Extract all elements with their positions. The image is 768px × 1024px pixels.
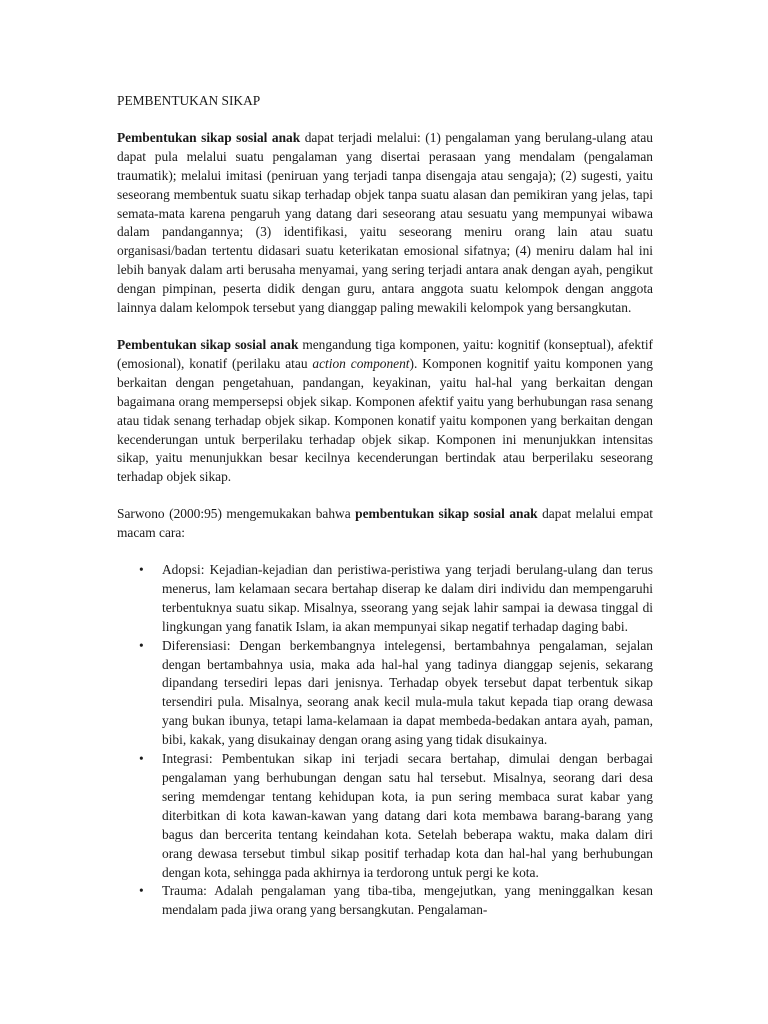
bullet-icon: • (139, 883, 144, 899)
formation-ways-list (117, 561, 653, 920)
list-item-trauma (117, 882, 653, 920)
list-item-integrasi (117, 750, 653, 882)
list-item-text: Trauma: Adalah pengalaman yang tiba-tiba, mengejutkan, yang meninggalkan kesan mendalam pada jiwa orang yang bersangkutan. Pengalaman- (162, 883, 653, 918)
list-item-text: Adopsi: Kejadian-kejadian dan peristiwa-peristiwa yang terjadi berulang-ulang dan terus menerus, lam kelamaan secara bertahap diserap ke dalam diri individu dan mempengaruhi terbentuknya suatu sikap. Misalnya, sseorang yang sejak lahir sampai ia dewasa tinggal di lingkungan yang fanatik Islam, ia akan mempunyai sikap negatif terhadap daging babi. (162, 562, 653, 634)
document-title: PEMBENTUKAN SIKAP (117, 93, 261, 108)
bullet-icon: • (139, 751, 144, 767)
paragraph-lead-bold: Pembentukan sikap sosial anak (117, 336, 299, 352)
document-page (117, 92, 653, 920)
paragraph-body: ). Komponen kognitif yaitu komponen yang berkaitan dengan pengetahuan, pandangan, keyakinan, yaitu hal-hal yang berkaitan dengan bagaimana orang mempersepsi objek sikap. Komponen afektif yaitu yang berhubungan rasa senang atau tidak senang terhadap objek sikap. Komponen konatif yaitu komponen yang berkaitan dengan kecenderungan untuk berperilaku terhadap objek sikap. Komponen ini menunjukkan intensitas sikap, yaitu menunjukkan besar kecilnya kecenderungan bertindak atau berperilaku seseorang terhadap objek sikap. (117, 355, 653, 485)
list-item-diferensiasi (117, 637, 653, 750)
paragraph-lead-bold: Pembentukan sikap sosial anak (117, 129, 301, 145)
bullet-icon: • (139, 637, 144, 653)
paragraph-components (117, 336, 653, 487)
paragraph-body: mengandung tiga komponen, yaitu: kognitif (konseptual), afektif (emosional), konatif (perilaku atau (117, 336, 654, 371)
list-item-text: Integrasi: Pembentukan sikap ini terjadi secara bertahap, dimulai dengan berbagai pengalaman yang berhubungan dengan satu hal tersebut. Misalnya, seorang dari desa sering memdengar tentang kehidupan kota, ia pun sering membaca surat kabar yang diterbitkan di kota kawan-kawan yang datang dari kota membawa barang-barang yang bagus dan bercerita tentang keindahan kota. Setelah beberapa waktu, maka dalam diri orang dewasa tersebut timbul sikap positif terhadap kota dan hal-hal yang berhubungan dengan kota, sehingga pada akhirnya ia terdorong untuk pergi ke kota. (162, 751, 653, 880)
bullet-icon: • (139, 562, 144, 578)
paragraph-body: dapat terjadi melalui: (1) pengalaman yang berulang-ulang atau dapat pula melalui suatu pengalaman yang disertai perasaan yang mendalam (pengalaman traumatik); melalui imitasi (peniruan yang terjadi tanpa disengaja atau sengaja); (2) sugesti, yaitu seseorang membentuk suatu sikap terhadap objek tanpa suatu alasan dan pemikiran yang jelas, tapi semata-mata karena pengaruh yang datang dari seseorang atau sesuatu yang mempunyai wibawa dalam pandangannya; (3) identifikasi, yaitu seseorang meniru orang lain atau suatu organisasi/badan tertentu didasari suatu keterikatan emosional sifatnya; (4) meniru dalam hal ini lebih banyak dalam arti berusaha menyamai, yang sering terjadi antara anak dengan ayah, pengikut dengan pimpinan, peserta didik dengan guru, antara anggota suatu kelompok dengan anggota lainnya dalam kelompok tersebut yang dianggap paling mewakili kelompok yang bersangkutan. (117, 129, 653, 316)
list-item-text: Diferensiasi: Dengan berkembangnya intelegensi, bertambahnya pengalaman, sejalan dengan bertambahnya usia, maka ada hal-hal yang tadinya dianggap sejenis, sekarang dipandang tersediri lepas dari jenisnya. Terhadap obyek tersebut dapat terbentuk sikap tersendiri pula. Misalnya, seorang anak kecil mula-mula takut kepada tiap orang dewasa yang bukan ibunya, tetapi lama-kelamaan ia dapat membeda-bedakan antara ayah, paman, bibi, kakak, yang disukainay dengan orang asing yang tidak disukainya. (162, 637, 653, 748)
list-item-adopsi (117, 561, 653, 637)
paragraph-body: Sarwono (2000:95) mengemukakan bahwa (117, 506, 356, 522)
paragraph-body: dapat melalui empat macam cara: (117, 506, 653, 541)
paragraph-bold-phrase: pembentukan sikap sosial anak (355, 506, 538, 522)
paragraph-formation-ways (117, 129, 653, 318)
italic-term: action component (312, 355, 410, 371)
paragraph-sarwono (117, 505, 653, 543)
